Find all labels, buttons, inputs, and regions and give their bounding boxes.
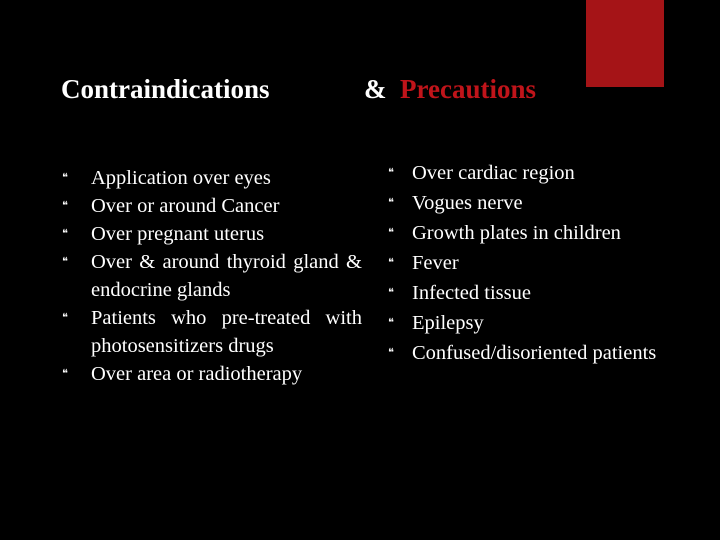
list-item [62,248,362,304]
list-item [62,304,362,360]
list-item-text: Epilepsy [412,312,484,334]
precautions-list [388,158,708,368]
list-item [388,248,708,278]
quote-bullet-icon: ❝ [62,227,68,240]
list-item-text: Over pregnant uterus [91,223,265,245]
contraindications-title: Contraindications [61,74,270,104]
quote-bullet-icon: ❝ [388,346,394,359]
contraindications-list [62,164,362,388]
list-item-text: Vogues nerve [412,192,523,214]
list-item [62,360,362,388]
list-item [388,308,708,338]
quote-bullet-icon: ❝ [62,255,68,268]
quote-bullet-icon: ❝ [62,199,68,212]
quote-bullet-icon: ❝ [388,286,394,299]
quote-bullet-icon: ❝ [388,316,394,329]
list-item [62,164,362,192]
list-item-text: Growth plates in children [412,222,621,244]
list-item-text: Confused/disoriented patients [412,342,657,364]
precautions-title [364,74,536,105]
quote-bullet-icon: ❝ [62,171,68,184]
list-item-text: Application over eyes [91,167,271,189]
quote-bullet-icon: ❝ [388,196,394,209]
list-item [388,278,708,308]
quote-bullet-icon: ❝ [388,166,394,179]
list-item-text: Patients who pre-treated with photosensitizers drugs [91,307,362,357]
list-item [388,338,708,368]
title-ampersand: & [364,74,387,104]
list-item [62,192,362,220]
list-item [388,188,708,218]
precautions-title-text: Precautions [400,74,536,104]
list-item-text: Infected tissue [412,282,531,304]
quote-bullet-icon: ❝ [388,256,394,269]
list-item-text: Fever [412,252,459,274]
quote-bullet-icon: ❝ [388,226,394,239]
quote-bullet-icon: ❝ [62,367,68,380]
list-item-text: Over cardiac region [412,162,575,184]
list-item [62,220,362,248]
list-item-text: Over or around Cancer [91,195,280,217]
list-item-text: Over & around thyroid gland & endocrine glands [91,251,362,301]
list-item [388,158,708,188]
accent-bar [586,0,664,87]
list-item-text: Over area or radiotherapy [91,363,303,385]
list-item [388,218,708,248]
quote-bullet-icon: ❝ [62,311,68,324]
